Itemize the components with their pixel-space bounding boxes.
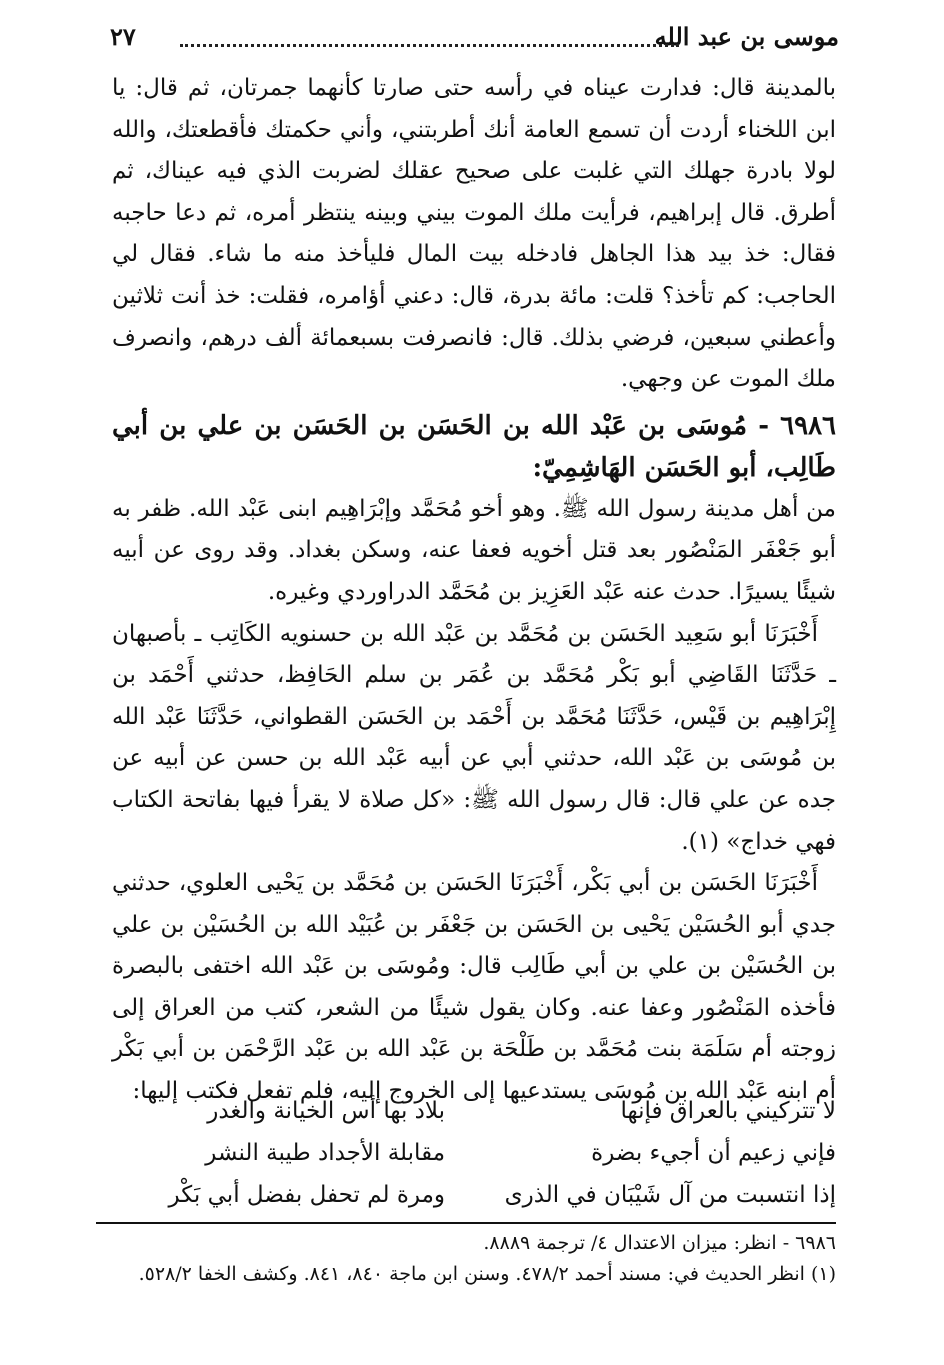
verse-first-hemistich: فإني زعيم أن أجيء بضرة [591, 1140, 836, 1166]
verse-second-hemistich: ومرة لم تحفل بفضل أبي بَكْر [168, 1182, 446, 1208]
page-number: ٢٧ [110, 22, 136, 51]
entry-heading: ٦٩٨٦ - مُوسَى بن عَبْد الله بن الحَسَن بن الحَسَن بن علي بن أبي طَالِب، أبو الحَسَن الهَاشِمِيّ: [112, 410, 836, 483]
poem-verse [112, 1132, 836, 1174]
verse-first-hemistich: إذا انتسبت من آل شَيْبَان في الذرى [504, 1182, 836, 1208]
poem [112, 1090, 836, 1216]
verse-second-hemistich: مقابلة الأجداد طيبة النشر [205, 1140, 446, 1166]
main-text [112, 68, 836, 1113]
footnote-separator [96, 1222, 836, 1224]
poem-verse [112, 1090, 836, 1132]
footnote-entry-ref: ٦٩٨٦ - انظر: ميزان الاعتدال ٤/ ترجمة ٨٨٨٩. [483, 1232, 836, 1254]
paragraph-isnad-2: أَخْبَرَنَا الحَسَن بن أبي بَكْر، أَخْبَرَنَا الحَسَن بن مُحَمَّد بن يَحْيى العلوي، حدثني جدي أبو الحُسَيْن يَحْيى بن الحَسَن بن جَعْفَر بن عُبَيْد الله بن الحُسَيْن بن علي بن الحُسَيْن بن علي بن أبي طَالِب قال: ومُوسَى بن عَبْد الله اختفى بالبصرة فأخذه المَنْصُور وعفا عنه. وكان يقول شيئًا من الشعر، كتب من العراق إلى زوجته أم سَلَمَة بنت مُحَمَّد بن طَلْحَة بن عَبْد الله بن عَبْد الرَّحْمَن بن أبي بَكْر أم ابنه عَبْد الله بن مُوسَى يستدعيها إلى الخروج إليه، فلم تفعل فكتب إليها: [112, 870, 836, 1105]
paragraph-isnad-1: أَخْبَرَنَا أبو سَعِيد الحَسَن بن مُحَمَّد بن عَبْد الله بن حسنويه الكَاتِب ـ بأصبهان ـ حَدَّثَنَا القَاضِي أبو بَكْر مُحَمَّد بن عُمَر بن سلم الحَافِظ، حدثني أَحْمَد بن إِبْرَاهِيم بن قَيْس، حَدَّثَنَا مُحَمَّد بن أَحْمَد بن الحَسَن القطواني، حَدَّثَنَا عَبْد الله بن مُوسَى بن عَبْد الله، حدثني أبي عن أبيه عَبْد الله بن حسن عن أبيه عن جده عن علي قال: قال رسول الله ﷺ: «كل صلاة لا يقرأ فيها بفاتحة الكتاب فهي خداج» (١). [112, 620, 836, 855]
verse-second-hemistich: بلاد بها أس الخيانة والغدر [207, 1098, 446, 1124]
poem-verse [112, 1174, 836, 1216]
footnote-1: (١) انظر الحديث في: مسند أحمد ٤٧٨/٢. وسنن ابن ماجة ٨٤٠، ٨٤١. وكشف الخفا ٥٢٨/٢. [138, 1263, 836, 1285]
verse-first-hemistich: لا تتركيني بالعراق فإنها [620, 1098, 836, 1124]
leader-dots [180, 30, 679, 47]
footnotes [112, 1228, 836, 1290]
running-title: موسى بن عبد الله [654, 22, 839, 51]
paragraph-biography: من أهل مدينة رسول الله ﷺ. وهو أخو مُحَمَّد وإبْرَاهِيم ابنى عَبْد الله. ظفر به أبو جَعْفَر المَنْصُور بعد قتل أخويه فعفا عنه، وسكن بغداد. وقد روى عن أبيه شيئًا يسيرًا. حدث عنه عَبْد العَزِيز بن مُحَمَّد الدراوردي وغيره. [112, 495, 836, 605]
page-header [110, 22, 839, 62]
paragraph-continuation: بالمدينة قال: فدارت عيناه في رأسه حتى صارتا كأنهما جمرتان، ثم قال: يا ابن اللخناء أردت أن تسمع العامة أنك أطربتني، وأني حكمتك فأقطعتك، والله لولا بادرة جهلك التي غلبت على صحيح عقلك لضربت الذي فيه عيناك، ثم أطرق. قال إبراهيم، فرأيت ملك الموت بيني وبينه ينتظر أمره، ثم دعا حاجبه فقال: خذ بيد هذا الجاهل فادخله بيت المال فليأخذ منه ما شاء. فقال لي الحاجب: كم تأخذ؟ قلت: مائة بدرة، قال: دعني أؤامره، فقلت: خذ أنت ثلاثين وأعطني سبعين، فرضي بذلك. قال: فانصرفت بسبعمائة ألف درهم، وانصرف ملك الموت عن وجهي. [112, 75, 836, 393]
